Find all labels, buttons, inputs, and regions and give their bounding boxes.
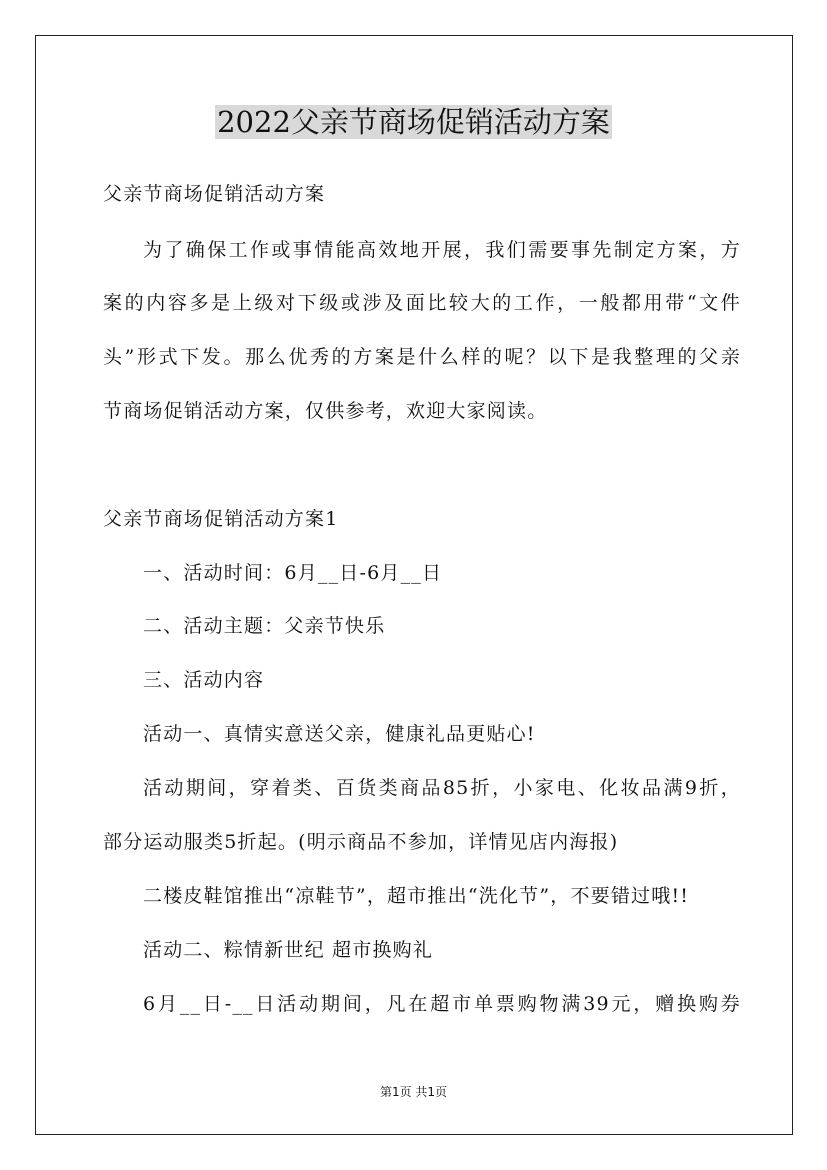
activity-time: 一、活动时间：6月__日-6月__日	[143, 562, 443, 584]
document-title-text: 2022父亲节商场促销活动方案	[217, 105, 610, 139]
page-footer: 第1页 共1页	[379, 1085, 448, 1099]
intro-line-1: 为了确保工作或事情能高效地开展，我们需要事先制定方案，方	[143, 239, 741, 261]
activity-content-heading: 三、活动内容	[143, 669, 265, 691]
activity1-line3: 二楼皮鞋馆推出“凉鞋节”，超市推出“洗化节”，不要错过哦!!	[143, 885, 690, 907]
intro-line-3: 头”形式下发。那么优秀的方案是什么样的呢？以下是我整理的父亲	[103, 346, 741, 368]
activity1-title: 活动一、真情实意送父亲，健康礼品更贴心!	[143, 723, 536, 745]
document-title	[0, 100, 827, 144]
intro-line-2: 案的内容多是上级对下级或涉及面比较大的工作，一般都用带“文件	[103, 292, 741, 314]
activity1-line2: 部分运动服类5折起。(明示商品不参加，详情见店内海报)	[103, 831, 619, 853]
activity2-title: 活动二、粽情新世纪 超市换购礼	[143, 939, 434, 961]
intro-line-4: 节商场促销活动方案，仅供参考，欢迎大家阅读。	[103, 400, 548, 422]
activity2-line1: 6月__日-__日活动期间，凡在超市单票购物满39元，赠换购券	[143, 993, 741, 1015]
document-subtitle: 父亲节商场促销活动方案	[103, 183, 326, 205]
activity1-line1: 活动期间，穿着类、百货类商品85折，小家电、化妆品满9折，	[143, 777, 741, 799]
activity-theme: 二、活动主题：父亲节快乐	[143, 615, 386, 637]
section-heading: 父亲节商场促销活动方案1	[103, 508, 339, 530]
